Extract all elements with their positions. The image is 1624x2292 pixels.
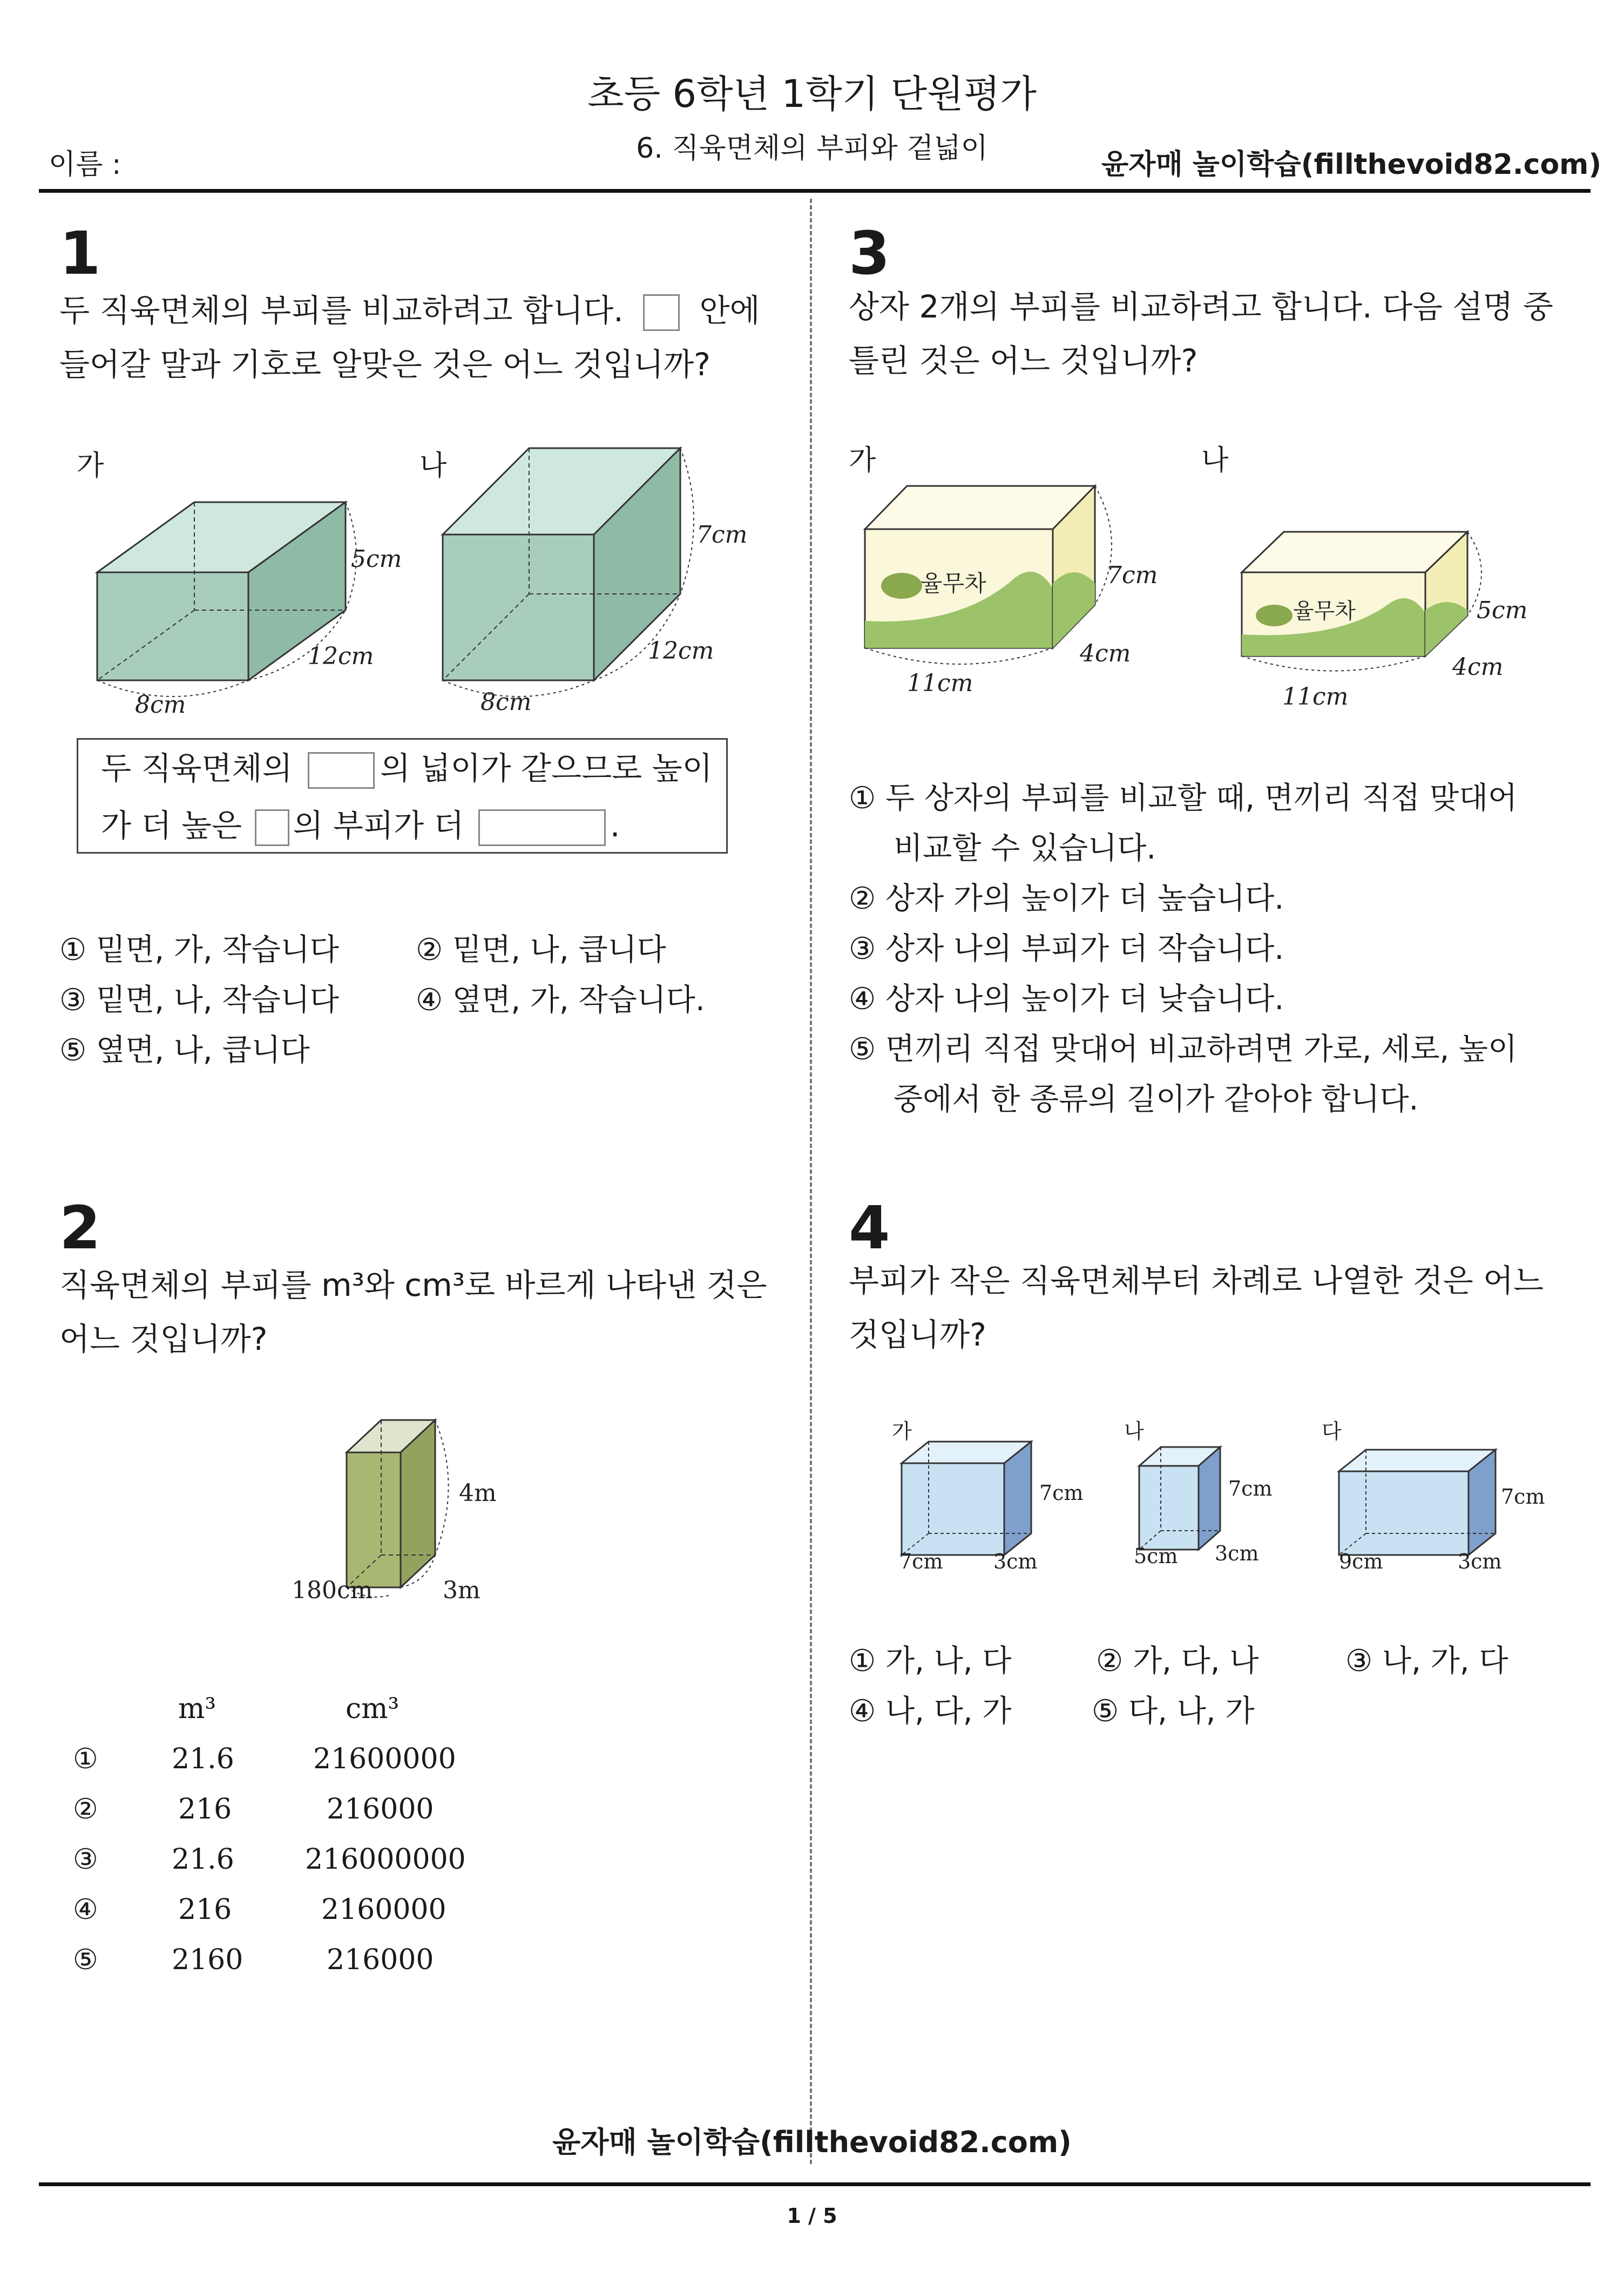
q1-b-width-label: 8cm <box>481 688 532 716</box>
q4-number: 4 <box>849 1193 890 1262</box>
q1-text-line1b: 안에 <box>699 292 760 329</box>
q1-b-depth-label: 12cm <box>648 637 714 665</box>
q3-b-depth-label: 4cm <box>1452 653 1504 681</box>
q4-fig-b-label: 나 <box>1124 1419 1144 1443</box>
q2-row-2-m3: 216 <box>178 1793 232 1826</box>
page-number: 1 / 5 <box>787 2204 837 2228</box>
q3-option-2[interactable]: ② 상자 가의 높이가 더 높습니다. <box>849 881 1284 916</box>
q4-b-height-label: 7cm <box>1228 1477 1273 1500</box>
unit-subtitle: 6. 직육면체의 부피와 겉넓이 <box>636 132 988 165</box>
q3-text-line1: 상자 2개의 부피를 비교하려고 합니다. 다음 설명 중 <box>849 288 1553 325</box>
q2-depth-label: 3m <box>443 1577 481 1604</box>
q3-option-4[interactable]: ④ 상자 나의 높이가 더 낮습니다. <box>849 982 1284 1017</box>
q1-box-line1a: 두 직육면체의 <box>101 750 293 787</box>
q1-text-line1a: 두 직육면체의 부피를 비교하려고 합니다. <box>59 292 624 329</box>
q2-row-1-m3: 21.6 <box>172 1743 234 1775</box>
q3-b-height-label: 5cm <box>1477 597 1528 624</box>
q1-figure-a <box>86 486 432 724</box>
q4-b-front-face <box>1139 1466 1199 1550</box>
q3-option-3[interactable]: ③ 상자 나의 부피가 더 작습니다. <box>849 931 1284 966</box>
q3-b-teacup-icon <box>1256 605 1293 626</box>
q2-text-line1: 직육면체의 부피를 m³와 cm³로 바르게 나타낸 것은 <box>59 1267 767 1303</box>
q2-row-5-m3: 2160 <box>172 1944 243 1976</box>
q3-b-brand: 율무차 <box>1293 599 1356 624</box>
q3-a-height-label: 7cm <box>1107 562 1158 589</box>
q2-row-5-mark[interactable]: ⑤ <box>73 1944 98 1976</box>
q3-option-5-cont: 중에서 한 종류의 길이가 같아야 합니다. <box>894 1082 1419 1117</box>
q1-fill-box <box>77 738 728 854</box>
q1-box-blank-2 <box>255 809 289 846</box>
q2-row-3-mark[interactable]: ③ <box>73 1843 98 1876</box>
q1-number: 1 <box>59 219 101 288</box>
q4-option-5[interactable]: ⑤ 다, 나, 가 <box>1092 1694 1255 1729</box>
q2-row-5-cm3: 216000 <box>327 1944 434 1976</box>
q1-box-line2b: 의 부피가 더 <box>293 807 464 844</box>
page-title: 초등 6학년 1학기 단원평가 <box>587 72 1037 116</box>
q4-b-side-face <box>1199 1447 1220 1550</box>
q1-fig-b-label: 나 <box>419 450 447 482</box>
q4-c-front-face <box>1339 1471 1469 1555</box>
q1-option-5[interactable]: ⑤ 옆면, 나, 큽니다 <box>59 1033 310 1068</box>
q1-text <box>59 283 772 391</box>
q4-option-4[interactable]: ④ 나, 다, 가 <box>849 1694 1012 1729</box>
q1-figure-b <box>432 437 777 724</box>
q3-b-width-label: 11cm <box>1282 683 1349 711</box>
brand-header: 윤자매 놀이학습(fillthevoid82.com) <box>1101 148 1602 181</box>
q2-text <box>59 1258 783 1366</box>
q4-text-line2: 것입니까? <box>849 1316 986 1353</box>
q3-number: 3 <box>849 219 890 288</box>
q3-option-1-cont: 비교할 수 있습니다. <box>894 831 1156 866</box>
q3-a-brand: 율무차 <box>921 570 986 597</box>
q1-option-1[interactable]: ① 밑면, 가, 작습니다 <box>59 932 339 968</box>
name-label: 이름 : <box>49 148 121 181</box>
q1-blank-box <box>643 294 680 331</box>
footer-rule <box>39 2182 1591 2186</box>
q4-fig-c-label: 다 <box>1322 1419 1342 1443</box>
q2-row-4-m3: 216 <box>178 1894 232 1926</box>
q4-a-width-label: 7cm <box>899 1550 943 1571</box>
q1-option-2[interactable]: ② 밑면, 나, 큽니다 <box>416 932 666 968</box>
q1-b-height-label: 7cm <box>696 521 748 549</box>
q4-c-depth-label: 3cm <box>1458 1550 1502 1571</box>
q3-figure-b <box>1231 518 1576 718</box>
q1-a-width-label: 8cm <box>135 691 186 719</box>
q1-box-line2c: . <box>610 807 620 844</box>
q1-b-front-face <box>443 535 594 680</box>
q4-b-width-label: 5cm <box>1134 1544 1178 1568</box>
q2-row-4-mark[interactable]: ④ <box>73 1894 98 1926</box>
q4-fig-a-label: 가 <box>892 1419 912 1443</box>
q4-a-height-label: 7cm <box>1039 1481 1084 1505</box>
q2-front-face <box>347 1452 401 1587</box>
header-rule <box>39 189 1591 193</box>
q1-text-line2: 들어갈 말과 기호로 알맞은 것은 어느 것입니까? <box>59 346 710 383</box>
q2-figure <box>281 1404 583 1631</box>
q3-text <box>849 280 1594 388</box>
q4-text <box>849 1254 1594 1362</box>
q4-text-line1: 부피가 작은 직육면체부터 차례로 나열한 것은 어느 <box>849 1262 1544 1299</box>
q2-row-4-cm3: 2160000 <box>321 1894 446 1926</box>
q2-header-cm3: cm³ <box>346 1693 400 1725</box>
brand-footer: 윤자매 놀이학습(fillthevoid82.com) <box>552 2125 1072 2159</box>
q4-figure-c <box>1323 1425 1593 1571</box>
q3-fig-a-label: 가 <box>849 444 876 477</box>
q4-figure-b <box>1118 1425 1312 1571</box>
q4-c-width-label: 9cm <box>1339 1550 1383 1571</box>
q2-row-3-cm3: 216000000 <box>305 1843 466 1876</box>
q4-figure-a <box>885 1425 1101 1571</box>
q2-height-label: 4m <box>459 1479 497 1507</box>
q2-row-1-mark[interactable]: ① <box>73 1743 98 1775</box>
q2-text-line2: 어느 것입니까? <box>59 1321 268 1357</box>
q1-box-line1b: 의 넓이가 같으므로 높이 <box>380 750 713 787</box>
q1-a-depth-label: 12cm <box>308 643 374 670</box>
q2-row-2-cm3: 216000 <box>327 1793 434 1826</box>
q4-option-2[interactable]: ② 가, 다, 나 <box>1096 1644 1259 1679</box>
q2-header-m3: m³ <box>178 1693 216 1725</box>
q1-option-3[interactable]: ③ 밑면, 나, 작습니다 <box>59 983 339 1018</box>
q3-text-line2: 틀린 것은 어느 것입니까? <box>849 342 1198 379</box>
q2-number: 2 <box>59 1193 101 1262</box>
q1-box-blank-1 <box>308 752 375 789</box>
q2-row-3-m3: 21.6 <box>172 1843 234 1876</box>
q1-box-blank-3 <box>478 809 606 846</box>
q3-option-5[interactable]: ⑤ 면끼리 직접 맞대어 비교하려면 가로, 세로, 높이 <box>849 1032 1518 1067</box>
q3-a-width-label: 11cm <box>907 670 973 697</box>
column-divider <box>810 199 812 2164</box>
q3-a-depth-label: 4cm <box>1080 640 1131 667</box>
q3-option-1[interactable]: ① 두 상자의 부피를 비교할 때, 면끼리 직접 맞대어 <box>849 781 1518 816</box>
q4-b-depth-label: 3cm <box>1215 1541 1259 1565</box>
q4-option-1[interactable]: ① 가, 나, 다 <box>849 1644 1012 1679</box>
q2-row-1-cm3: 21600000 <box>313 1743 456 1775</box>
q4-a-depth-label: 3cm <box>993 1550 1038 1571</box>
q3-a-teacup-icon <box>881 573 922 599</box>
q4-c-height-label: 7cm <box>1501 1485 1545 1509</box>
q2-width-label: 180cm <box>292 1577 373 1604</box>
q1-fig-a-label: 가 <box>77 450 104 482</box>
q2-row-2-mark[interactable]: ② <box>73 1793 98 1826</box>
q1-a-height-label: 5cm <box>351 545 402 573</box>
q1-box-line2a: 가 더 높은 <box>101 807 242 844</box>
q4-a-front-face <box>902 1463 1004 1555</box>
q3-fig-b-label: 나 <box>1201 444 1229 477</box>
q3-figure-a <box>853 475 1199 713</box>
q1-option-4[interactable]: ④ 옆면, 가, 작습니다. <box>416 983 705 1018</box>
q4-option-3[interactable]: ③ 나, 가, 다 <box>1345 1644 1508 1679</box>
